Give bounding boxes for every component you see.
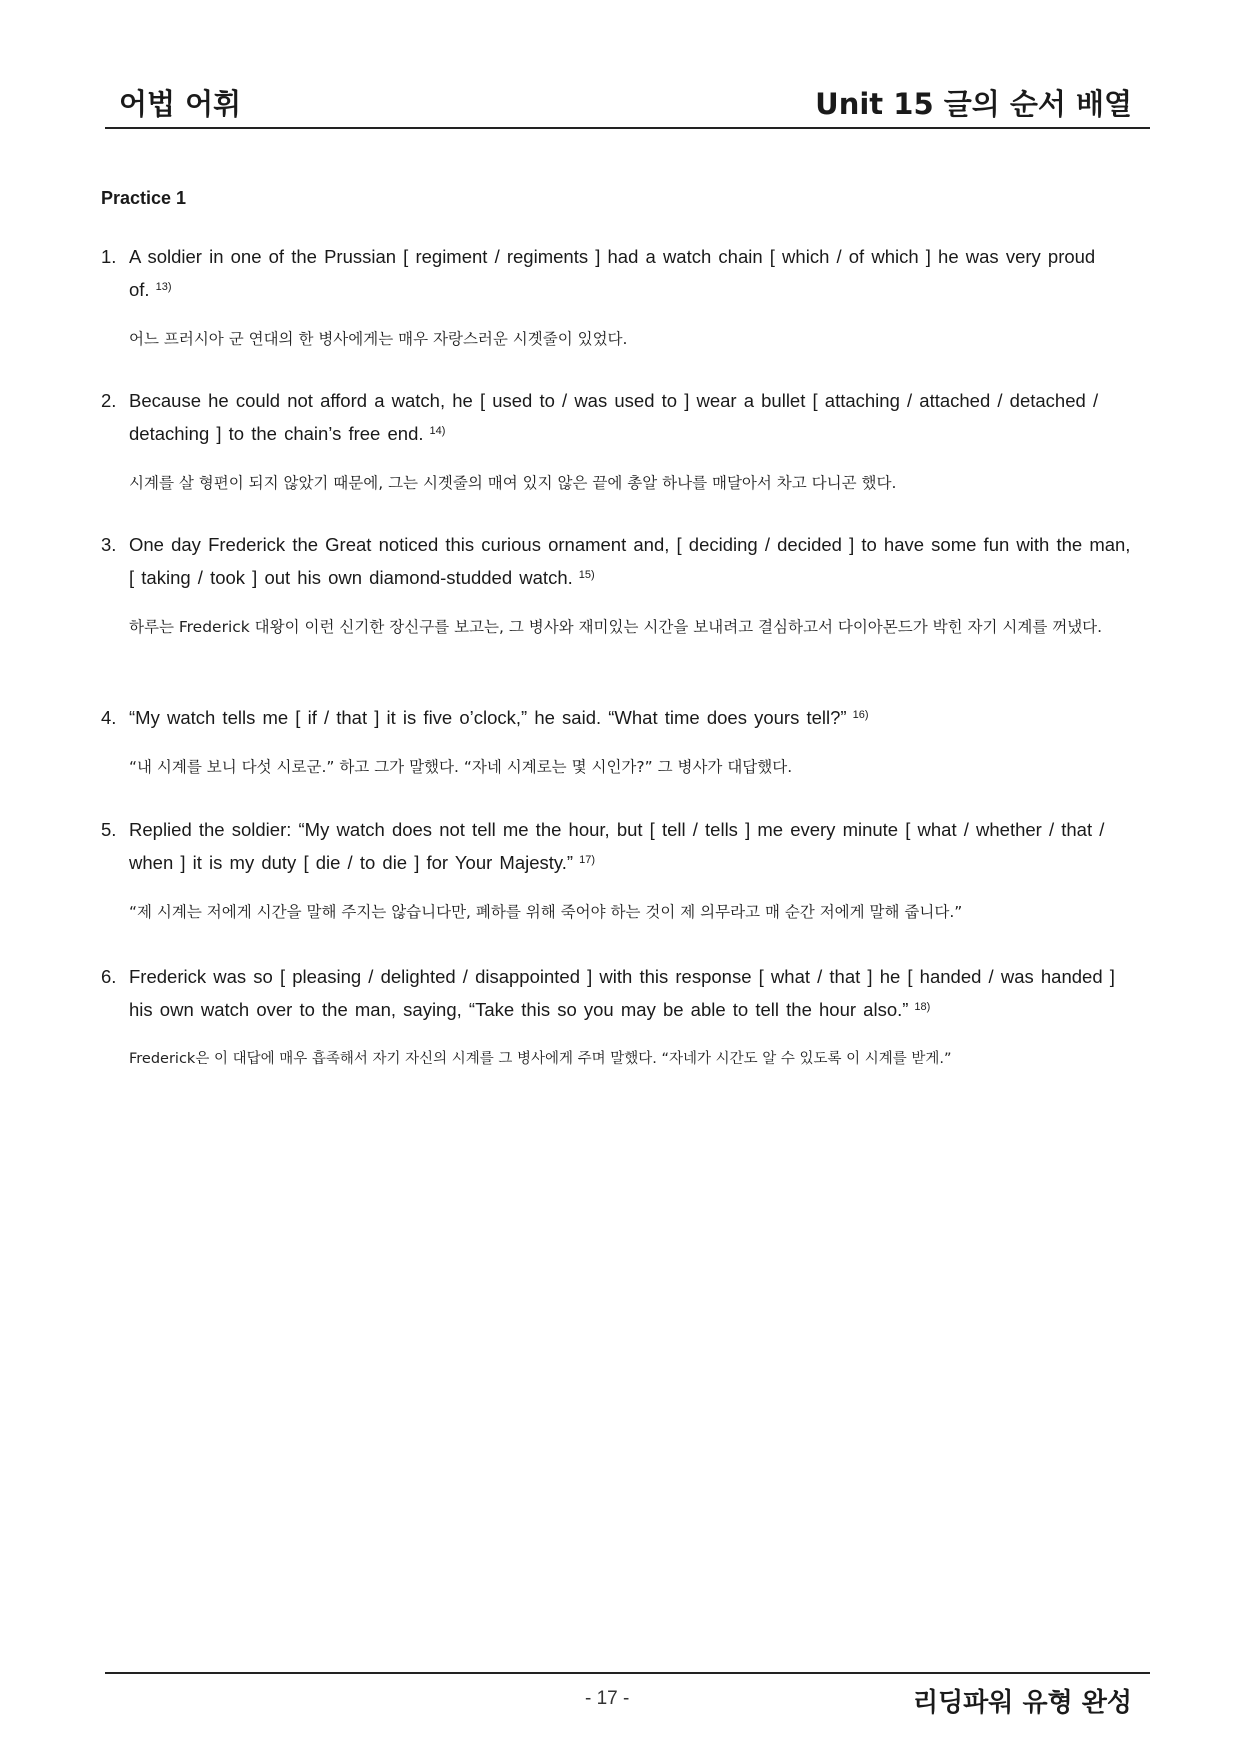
question-item-5 xyxy=(101,815,1141,925)
korean-translation: 시계를 살 형편이 되지 않았기 때문에, 그는 시곗줄의 매여 있지 않은 끝에 총알 하나를 매달아서 차고 다니곤 했다. xyxy=(129,474,897,492)
question-text xyxy=(101,700,1141,733)
question-number: 3. xyxy=(101,534,117,555)
korean-translation: 하루는 Frederick 대왕이 이런 신기한 장신구를 보고는, 그 병사와 재미있는 시간을 보내려고 결심하고서 다이아몬드가 박힌 자기 시계를 꺼냈다. xyxy=(129,618,1103,636)
reference-number: 18) xyxy=(914,1001,931,1013)
question-item-6 xyxy=(101,962,1141,1072)
korean-translation: Frederick은 이 대답에 매우 흡족해서 자기 자신의 시계를 그 병사에게 주며 말했다. “자네가 시간도 알 수 있도록 이 시계를 받게.” xyxy=(129,1051,952,1067)
question-number: 6. xyxy=(101,966,117,987)
question-text xyxy=(101,815,1141,878)
question-sentence: Replied the soldier: “My watch does not tell me the hour, but [ tell / tells ] me every minute [ what / whether / that / when ] it is my duty [ die / to die ] for Your Majesty.” xyxy=(129,819,1105,873)
page-header xyxy=(105,80,1150,129)
book-title: 리딩파워 유형 완성 xyxy=(912,1688,1132,1718)
reference-number: 14) xyxy=(429,425,446,437)
korean-translation: 어느 프러시아 군 연대의 한 병사에게는 매우 자랑스러운 시곗줄이 있었다. xyxy=(129,330,628,348)
question-sentence: “My watch tells me [ if / that ] it is five o’clock,” he said. “What time does yours tell?” xyxy=(129,707,847,728)
question-item-3 xyxy=(101,530,1141,640)
question-sentence: Because he could not afford a watch, he [ used to / was used to ] wear a bullet [ attaching / attached / detached / detaching ] to the chain’s free end. xyxy=(129,390,1099,444)
question-number: 5. xyxy=(101,819,117,840)
question-sentence: One day Frederick the Great noticed this curious ornament and, [ deciding / decided ] to have some fun with the man, [ taking / took ] out his own diamond-studded watch. xyxy=(129,534,1131,588)
question-text xyxy=(101,962,1141,1025)
section-title: 어법 어휘 xyxy=(119,87,242,121)
practice-title: Practice 1 xyxy=(101,188,187,208)
reference-number: 17) xyxy=(579,854,595,866)
page-number: - 17 - xyxy=(585,1688,630,1709)
question-item-4 xyxy=(101,700,1141,780)
question-sentence: A soldier in one of the Prussian [ regiment / regiments ] had a watch chain [ which / of which ] he was very proud of. xyxy=(129,246,1096,300)
question-item-2 xyxy=(101,386,1141,496)
reference-number: 15) xyxy=(578,569,595,581)
korean-translation: “제 시계는 저에게 시간을 말해 주지는 않습니다만, 폐하를 위해 죽어야 하는 것이 제 의무라고 매 순간 저에게 말해 줍니다.” xyxy=(129,903,963,921)
reference-number: 13) xyxy=(155,281,172,293)
korean-translation: “내 시계를 보니 다섯 시로군.” 하고 그가 말했다. “자네 시계로는 몇 시인가?” 그 병사가 대답했다. xyxy=(129,758,793,776)
question-number: 4. xyxy=(101,707,117,728)
question-number: 1. xyxy=(101,246,117,267)
question-number: 2. xyxy=(101,390,117,411)
question-text xyxy=(101,242,1141,305)
reference-number: 16) xyxy=(852,709,869,721)
question-sentence: Frederick was so [ pleasing / delighted / disappointed ] with this response [ what / that ] he [ handed / was handed ] his own watch over to the man, saying, “Take this so you may be able to tell the hour also.” xyxy=(129,966,1115,1020)
question-item-1 xyxy=(101,242,1141,352)
question-text xyxy=(101,530,1141,593)
page-footer xyxy=(105,1672,1150,1734)
question-text xyxy=(101,386,1141,449)
unit-title: Unit 15 글의 순서 배열 xyxy=(815,87,1132,121)
